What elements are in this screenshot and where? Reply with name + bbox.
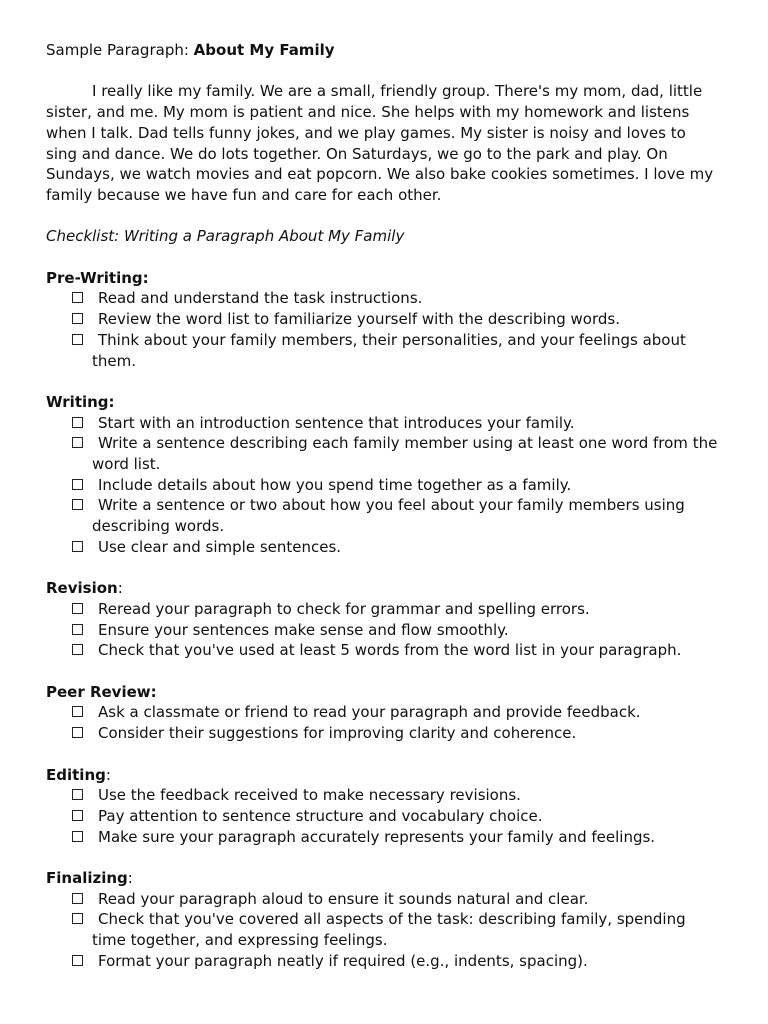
checklist-section [46, 682, 718, 744]
checkbox-icon[interactable] [72, 893, 83, 904]
checklist-item [46, 495, 718, 536]
section-heading-text: Editing [46, 765, 106, 784]
section-heading-text: Peer Review: [46, 682, 157, 701]
checkbox-icon[interactable] [72, 499, 83, 510]
checklist-item-text: Format your paragraph neatly if required (e.g., indents, spacing). [98, 951, 588, 970]
checklist-section [46, 268, 718, 372]
section-heading-text: Writing: [46, 392, 115, 411]
section-heading [46, 392, 718, 413]
checklist-item-text: Read your paragraph aloud to ensure it sounds natural and clear. [98, 889, 589, 908]
checklist-item-text: Write a sentence or two about how you feel about your family members using describing words. [92, 496, 685, 536]
checkbox-icon[interactable] [72, 831, 83, 842]
checkbox-icon[interactable] [72, 603, 83, 614]
checkbox-icon[interactable] [72, 334, 83, 345]
title-label: Sample Paragraph: [46, 41, 194, 59]
checklist-item-text: Consider their suggestions for improving clarity and coherence. [98, 724, 577, 743]
document-page [46, 40, 718, 972]
checklist-items [46, 413, 718, 558]
checklist-items [46, 288, 718, 371]
checklist-item-text: Write a sentence describing each family member using at least one word from the word list. [92, 434, 718, 473]
checklist-item [46, 723, 718, 744]
checklist-item [46, 433, 718, 474]
checkbox-icon[interactable] [72, 417, 83, 428]
checkbox-icon[interactable] [72, 541, 83, 552]
section-heading [46, 868, 718, 889]
checklist-item [46, 909, 718, 950]
checklist-item [46, 951, 718, 972]
section-heading [46, 765, 718, 786]
checklist-items [46, 889, 718, 972]
checklist-item [46, 537, 718, 558]
title-text: About My Family [193, 41, 335, 59]
checklist-item [46, 475, 718, 496]
checklist-item [46, 599, 718, 620]
checkbox-icon[interactable] [72, 727, 83, 738]
checklist-items [46, 702, 718, 743]
checklist-item [46, 620, 718, 641]
checklist-item-text: Start with an introduction sentence that introduces your family. [98, 413, 575, 432]
section-heading-suffix: : [105, 765, 111, 784]
checklist-item-text: Ask a classmate or friend to read your paragraph and provide feedback. [98, 703, 641, 722]
section-heading [46, 682, 718, 703]
checklist-item [46, 413, 718, 434]
checklist-item [46, 330, 718, 371]
document-title [46, 40, 718, 61]
checklist-sections [46, 268, 718, 972]
section-heading [46, 268, 718, 289]
checklist-item [46, 785, 718, 806]
checklist-item-text: Use clear and simple sentences. [98, 537, 342, 556]
checklist-items [46, 785, 718, 847]
checklist-item [46, 640, 718, 661]
checklist-item-text: Check that you've covered all aspects of the task: describing family, spending time together, and expressing feelings. [92, 910, 686, 950]
checkbox-icon[interactable] [72, 624, 83, 635]
checkbox-icon[interactable] [72, 955, 83, 966]
checklist-section [46, 392, 718, 558]
checklist-title: Checklist: Writing a Paragraph About My Family [46, 227, 405, 246]
checklist-section [46, 765, 718, 848]
section-heading-text: Revision [46, 579, 118, 598]
checklist-items [46, 599, 718, 661]
checkbox-icon[interactable] [72, 292, 83, 303]
checklist-item-text: Review the word list to familiarize yourself with the describing words. [98, 310, 620, 329]
checklist-item-text: Include details about how you spend time together as a family. [98, 475, 572, 494]
section-heading-suffix: : [127, 869, 133, 887]
checkbox-icon[interactable] [72, 913, 83, 924]
checklist-item [46, 309, 718, 330]
sample-paragraph: I really like my family. We are a small, friendly group. There's my mom, dad, little sister, and me. My mom is patient and nice. She helps with my homework and listens when I talk. Dad tells funny jokes, and we play games. My sister is noisy and loves to sing and dance. We do lots together. On Saturdays, we go to the park and play. On Sundays, we watch movies and eat popcorn. We also bake cookies sometimes. I love my family because we have fun and care for each other. [46, 82, 714, 204]
checkbox-icon[interactable] [72, 479, 83, 490]
section-heading-suffix: : [117, 579, 123, 598]
checklist-item-text: Use the feedback received to make necessary revisions. [98, 786, 521, 805]
checkbox-icon[interactable] [72, 313, 83, 324]
checkbox-icon[interactable] [72, 810, 83, 821]
checklist-item [46, 827, 718, 848]
checklist-item [46, 806, 718, 827]
checklist-item-text: Check that you've used at least 5 words from the word list in your paragraph. [98, 641, 682, 660]
checkbox-icon[interactable] [72, 706, 83, 717]
section-heading-text: Finalizing [46, 869, 128, 887]
checklist-item-text: Read and understand the task instructions. [98, 289, 423, 308]
checklist-item-text: Think about your family members, their personalities, and your feelings about them. [92, 330, 686, 370]
checklist-item-text: Reread your paragraph to check for grammar and spelling errors. [98, 599, 590, 618]
checkbox-icon[interactable] [72, 789, 83, 800]
checklist-item [46, 702, 718, 723]
checklist-item [46, 889, 718, 910]
section-heading-text: Pre-Writing: [46, 268, 149, 287]
checklist-section [46, 868, 718, 972]
checklist-item-text: Make sure your paragraph accurately represents your family and feelings. [98, 827, 656, 846]
section-heading [46, 578, 718, 599]
checklist-item-text: Ensure your sentences make sense and flow smoothly. [98, 620, 509, 639]
checkbox-icon[interactable] [72, 437, 83, 448]
checklist-section [46, 578, 718, 661]
checklist-item [46, 288, 718, 309]
checkbox-icon[interactable] [72, 644, 83, 655]
checklist-item-text: Pay attention to sentence structure and vocabulary choice. [98, 806, 543, 825]
